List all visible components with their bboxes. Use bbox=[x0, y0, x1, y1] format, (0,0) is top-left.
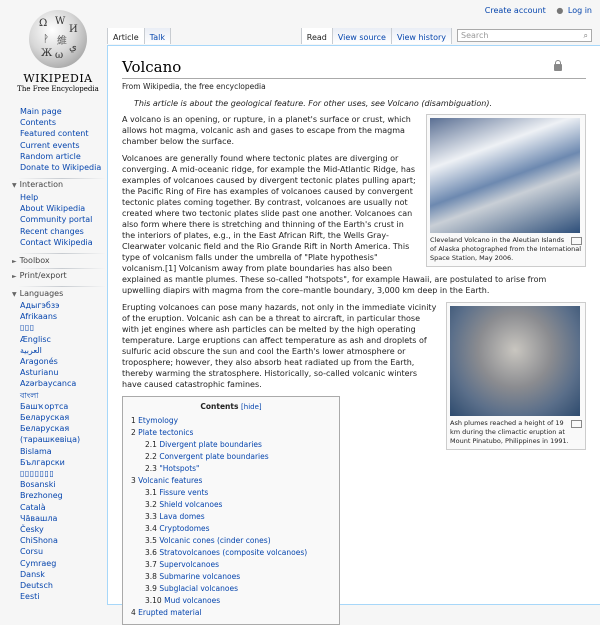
toc-number: 3.10 bbox=[145, 596, 162, 605]
toc-number: 2.1 bbox=[145, 440, 157, 449]
pinatubo-image[interactable] bbox=[450, 306, 580, 416]
triangle-right-icon: ► bbox=[12, 273, 17, 280]
sidebar-item-random-article[interactable]: Random article bbox=[20, 151, 81, 161]
tab-article[interactable]: Article bbox=[107, 28, 144, 44]
toc-label: Fissure vents bbox=[159, 488, 209, 497]
language-link[interactable]: Беларуская bbox=[20, 413, 70, 423]
toc-number: 3.1 bbox=[145, 488, 157, 497]
language-link[interactable]: Bosanski bbox=[20, 480, 56, 490]
enlarge-icon[interactable] bbox=[571, 237, 582, 245]
language-link[interactable]: Bislama bbox=[20, 446, 52, 456]
language-link[interactable]: ▯▯▯ bbox=[20, 323, 35, 333]
triangle-down-icon: ▼ bbox=[12, 182, 17, 189]
toc-number: 3.8 bbox=[145, 572, 157, 581]
toc-label: Volcanic features bbox=[138, 476, 203, 485]
search-placeholder: Search bbox=[461, 31, 489, 40]
language-link[interactable]: Afrikaans bbox=[20, 312, 58, 322]
language-link[interactable]: Česky bbox=[20, 525, 44, 535]
toc-label: Shield volcanoes bbox=[159, 500, 223, 509]
tab-talk[interactable]: Talk bbox=[144, 28, 171, 44]
toc-item[interactable] bbox=[131, 511, 331, 523]
toc-item[interactable] bbox=[131, 607, 331, 619]
toc-label: Mud volcanoes bbox=[164, 596, 221, 605]
toc-item[interactable] bbox=[131, 595, 331, 607]
toc-label: Erupted material bbox=[138, 608, 202, 617]
toc-label: Stratovolcanoes (composite volcanoes) bbox=[159, 548, 308, 557]
personal-tools bbox=[477, 6, 592, 15]
toc-list bbox=[131, 415, 331, 619]
print-export-heading[interactable]: ► Print/export bbox=[12, 271, 67, 280]
hatnote: This article is about the geological feature. For other uses, see Volcano (disambiguation). bbox=[134, 99, 492, 108]
toc-title: Contents bbox=[200, 402, 239, 411]
paragraph: Erupting volcanoes can pose many hazards, not only in the immediate vicinity of the eruption. Volcanic ash can be a threat to aircraft, in particular those with jet engines where ash particles can be melted by the high operating temperature. Large eruptions can affect temperature as ash and droplets of sulfuric acid obscure the sun and cool the Earth's lower atmosphere or troposphere; however, they also absorb heat radiated up from the Earth, thereby warming the stratosphere. Historically, so-called volcanic winters have caused catastrophic famines. bbox=[122, 303, 437, 389]
sidebar-divider bbox=[18, 253, 106, 254]
tab-view-history[interactable]: View history bbox=[391, 28, 452, 44]
toc-item[interactable] bbox=[131, 427, 331, 439]
sidebar-languages bbox=[20, 300, 105, 602]
search-icon[interactable]: ⌕ bbox=[583, 31, 588, 40]
toc-item[interactable] bbox=[131, 451, 331, 463]
sidebar-item-donate[interactable]: Donate to Wikipedia bbox=[20, 163, 102, 173]
toc-number: 4 bbox=[131, 608, 136, 617]
sidebar-item-featured-content[interactable]: Featured content bbox=[20, 129, 89, 139]
toc-number: 3.4 bbox=[145, 524, 157, 533]
sidebar-divider bbox=[18, 286, 106, 287]
toc-item[interactable] bbox=[131, 439, 331, 451]
language-link[interactable]: Ænglisc bbox=[20, 334, 51, 344]
language-link[interactable]: ChiShona bbox=[20, 536, 58, 546]
toc-label: Plate tectonics bbox=[138, 428, 194, 437]
toc-number: 2.2 bbox=[145, 452, 157, 461]
sidebar-divider bbox=[18, 268, 106, 269]
wikipedia-logo[interactable] bbox=[8, 4, 108, 96]
language-link[interactable]: العربية bbox=[20, 345, 42, 355]
toc-number: 3.7 bbox=[145, 560, 157, 569]
sidebar-navigation bbox=[20, 106, 105, 173]
view-tabs bbox=[301, 28, 452, 44]
language-link[interactable]: Català bbox=[20, 502, 46, 512]
language-link[interactable]: Azərbaycanca bbox=[20, 379, 77, 389]
user-icon: ● bbox=[556, 6, 564, 15]
toolbox-heading[interactable]: ► Toolbox bbox=[12, 256, 50, 265]
enlarge-icon[interactable] bbox=[571, 420, 582, 428]
toc-item[interactable] bbox=[131, 463, 331, 475]
language-link[interactable]: Cymraeg bbox=[20, 558, 57, 568]
paragraph: A volcano is an opening, or rupture, in a planet's surface or crust, which allows hot magma, volcanic ash and gases to escape from the magma chamber below the surface. bbox=[122, 115, 411, 146]
toc-label: Submarine volcanoes bbox=[159, 572, 241, 581]
figure-caption: Ash plumes reached a height of 19 km during the climactic eruption at Mount Pinatubo, Philippines in 1991. bbox=[450, 419, 569, 445]
tab-view-source[interactable]: View source bbox=[332, 28, 391, 44]
interaction-heading[interactable]: ▼ Interaction bbox=[12, 180, 64, 189]
sidebar-interaction bbox=[20, 192, 105, 248]
language-link[interactable]: ▯▯▯▯▯▯▯ bbox=[20, 469, 55, 479]
sidebar-item-recent-changes[interactable]: Recent changes bbox=[20, 226, 84, 236]
toc-label: "Hotspots" bbox=[159, 464, 200, 473]
triangle-down-icon: ▼ bbox=[12, 291, 17, 298]
toc-label: Cryptodomes bbox=[159, 524, 210, 533]
toc-label: Supervolcanoes bbox=[159, 560, 219, 569]
language-link[interactable]: Brezhoneg bbox=[20, 491, 63, 501]
login-link[interactable]: Log in bbox=[567, 6, 592, 15]
toc-item[interactable] bbox=[131, 547, 331, 559]
logo-tagline: The Free Encyclopedia bbox=[17, 85, 99, 93]
sidebar-item-help[interactable]: Help bbox=[20, 193, 39, 202]
toc-label: Subglacial volcanoes bbox=[159, 584, 239, 593]
languages-heading[interactable]: ▼ Languages bbox=[12, 289, 64, 298]
figure-pinatubo bbox=[446, 302, 586, 450]
tab-read[interactable]: Read bbox=[301, 28, 332, 44]
figure-cleveland-volcano bbox=[426, 114, 586, 267]
toc-item[interactable] bbox=[131, 535, 331, 547]
toc-item[interactable] bbox=[131, 475, 331, 487]
toc-label: Lava domes bbox=[159, 512, 205, 521]
language-link[interactable]: Deutsch bbox=[20, 581, 53, 591]
article-content bbox=[107, 45, 600, 617]
language-link[interactable]: Адыгэбзэ bbox=[20, 301, 60, 310]
sidebar-item-main-page[interactable]: Main page bbox=[20, 107, 62, 116]
paragraph: Volcanoes are generally found where tectonic plates are diverging or converging. A mid-oceanic ridge, for example the Mid-Atlantic Ridge, has examples of volcanoes caused by divergent tectonic plates pulling apart; the Pacific Ring of Fire has examples of volcanoes caused by convergent tectonic plates coming together. By contrast, volcanoes are usually not created where two tectonic plates slide past one another. Volcanoes can also form where there is stretching and thinning of the Earth's crust in the interiors of plates, e.g., in the East African Rift, the Wells Gray-Clearwater volcanic field and the Rio Grande Rift in North America. This type of volcanism falls under the umbrella of "Plate hypothesis" volcanism.[1] Volcanism away from plate boundaries has also been explained as mantle plumes. These so-called "hotspots", for example Hawaii, are postulated to arise from upwelling diapirs with magma from the core–mantle boundary, 3,000 km deep in the Earth. bbox=[122, 154, 547, 295]
language-link[interactable]: Corsu bbox=[20, 547, 44, 557]
site-sub: From Wikipedia, the free encyclopedia bbox=[122, 82, 266, 91]
toc-item[interactable] bbox=[131, 499, 331, 511]
toc-number: 2.3 bbox=[145, 464, 157, 473]
toc-item[interactable] bbox=[131, 523, 331, 535]
lock-icon[interactable] bbox=[554, 64, 562, 71]
sidebar-item-current-events[interactable]: Current events bbox=[20, 140, 80, 150]
toc-number: 3.6 bbox=[145, 548, 157, 557]
toc-item[interactable] bbox=[131, 487, 331, 499]
language-link[interactable]: বাংলা bbox=[20, 390, 39, 400]
namespace-tabs bbox=[107, 28, 171, 44]
create-account-link[interactable]: Create account bbox=[484, 6, 546, 15]
toc-label: Divergent plate boundaries bbox=[159, 440, 262, 449]
toc-number: 1 bbox=[131, 416, 136, 425]
language-link[interactable]: Беларуская (тарашкевіца) bbox=[20, 424, 81, 445]
search-input[interactable] bbox=[457, 29, 592, 42]
globe-icon: Ω W И ᚹ 維 ي Ж ω bbox=[29, 10, 87, 68]
sidebar-item-contents[interactable]: Contents bbox=[20, 118, 56, 128]
cleveland-volcano-image[interactable] bbox=[430, 118, 580, 233]
toc-item[interactable] bbox=[131, 583, 331, 595]
language-link[interactable]: Башҡортса bbox=[20, 401, 69, 411]
toc-item[interactable] bbox=[131, 559, 331, 571]
language-link[interactable]: Чăвашла bbox=[20, 513, 58, 523]
toc-number: 2 bbox=[131, 428, 136, 437]
logo-wordmark: WIKIPEDIA bbox=[23, 72, 93, 85]
toc-number: 3.5 bbox=[145, 536, 157, 545]
toc-number: 3.9 bbox=[145, 584, 157, 593]
toc-number: 3 bbox=[131, 476, 136, 485]
toc-number: 3.3 bbox=[145, 512, 157, 521]
language-link[interactable]: Eesti bbox=[20, 592, 40, 602]
toc-item[interactable] bbox=[131, 415, 331, 427]
sidebar-divider bbox=[18, 178, 106, 179]
triangle-right-icon: ► bbox=[12, 258, 17, 265]
toc-label: Convergent plate boundaries bbox=[159, 452, 269, 461]
figure-caption: Cleveland Volcano in the Aleutian Islands of Alaska photographed from the International Space Station, May 2006. bbox=[430, 236, 582, 262]
toc-number: 3.2 bbox=[145, 500, 157, 509]
language-link[interactable]: Dansk bbox=[20, 569, 45, 579]
table-of-contents bbox=[122, 396, 340, 625]
sidebar-item-about[interactable]: About Wikipedia bbox=[20, 204, 86, 214]
sidebar-item-community-portal[interactable]: Community portal bbox=[20, 215, 93, 225]
language-link[interactable]: Български bbox=[20, 457, 65, 467]
language-link[interactable]: Asturianu bbox=[20, 368, 59, 378]
toc-label: Volcanic cones (cinder cones) bbox=[159, 536, 271, 545]
language-link[interactable]: Aragonés bbox=[20, 357, 58, 367]
toc-label: Etymology bbox=[138, 416, 179, 425]
page-title: Volcano bbox=[122, 58, 586, 79]
sidebar-item-contact[interactable]: Contact Wikipedia bbox=[20, 237, 93, 247]
toc-hide-link[interactable]: [hide] bbox=[241, 403, 262, 411]
toc-item[interactable] bbox=[131, 571, 331, 583]
